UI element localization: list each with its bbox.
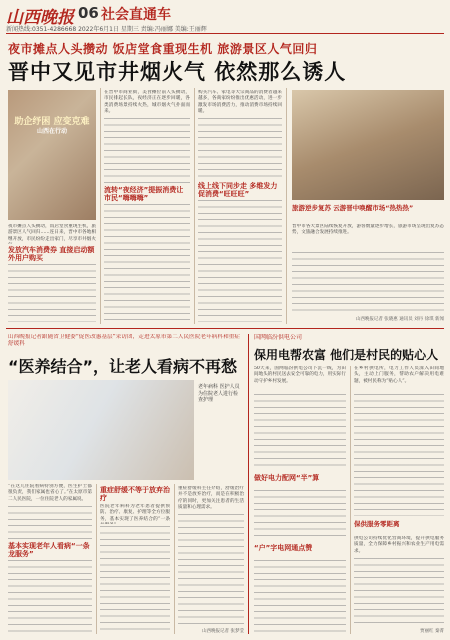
story3-col1-body-3 bbox=[254, 560, 346, 634]
section-title: 社会直通车 bbox=[101, 7, 171, 23]
story3-subhead-2: “户”字电网通点赞 bbox=[254, 544, 313, 552]
story3-side-head: 保供服务零距离 bbox=[354, 520, 400, 528]
story2-kicker: 山西晚报记者跟随省卫健委“促医改惠基层”采访团，走进太原市第二人民医院老年病科和重症舒缓科 bbox=[8, 334, 240, 347]
story1-side-head: 旅游逆步复苏 云游晋中唤醒市场“热热热” bbox=[292, 204, 414, 212]
column-divider bbox=[350, 366, 351, 634]
story1-col4-body bbox=[292, 252, 444, 314]
story1-subhead-2: 流转“夜经济”提振消费让市民“嗨嗨嗨” bbox=[104, 186, 184, 202]
story1-col2-lead: 在晋中市商业街，美食摊位前人头攒动，市民排起长队，夜经济正在逐步回暖，各类消费场景持续火热，城市烟火气扑面而来。 bbox=[104, 90, 190, 115]
masthead bbox=[0, 0, 450, 34]
story2-col2-lead: 医院老年病科为老年患者提供预防、治疗、康复、护理等全方位服务，基本实现了医养结合的“一条 bbox=[100, 504, 170, 522]
story3-col2-body bbox=[354, 394, 444, 516]
story-divider bbox=[248, 334, 249, 634]
story2-col3-body bbox=[178, 514, 244, 626]
story3-byline: 贾丽红 秦菁 bbox=[420, 629, 444, 634]
story1-col2-body-2 bbox=[104, 204, 190, 322]
column-divider bbox=[100, 88, 101, 324]
story1-photo-text: 助企纾困 应变克难 bbox=[14, 117, 90, 127]
story2-subhead-2: 重症舒缓不等于放弃治疗 bbox=[100, 486, 170, 502]
story1-byline: 山西晚报记者 张晓惠 通讯员 刘丹 徐琪 新闻 bbox=[355, 317, 444, 322]
story1-photo-2 bbox=[292, 90, 444, 200]
column-divider bbox=[286, 88, 287, 324]
story1-col4-lead: 晋中市各大景区陆续恢复开放，游客数量逐步增长，旅游市场呈现出复苏态势，文旅融合发展持续推进。 bbox=[292, 224, 444, 236]
story1-col1-lead: 夜市摊点人头攒动，饭店堂食重现生机，旅游景区人气回归……连日来，晋中市各地相继开放，市民纷纷走出家门，尽享市井烟火 bbox=[8, 224, 96, 242]
story1-col2-body bbox=[104, 118, 190, 184]
story3-col3-lead: 供电公司持续优化营商环境，提升供电服务质量，全力保障乡村振兴和农业生产用电需求。 bbox=[354, 536, 444, 554]
story1-col1-body bbox=[8, 264, 96, 322]
column-divider bbox=[194, 88, 195, 324]
story3-col2-body-2 bbox=[354, 558, 444, 626]
masthead-rule bbox=[6, 33, 444, 34]
column-divider bbox=[174, 484, 175, 634]
story2-col2-body bbox=[100, 526, 170, 634]
page-number: 06 bbox=[78, 4, 99, 22]
story3-col1-body-2 bbox=[254, 490, 346, 540]
newspaper-logo: 山西晚报 bbox=[6, 8, 74, 28]
story2-col1-body bbox=[8, 506, 92, 540]
story2-col1-body-2 bbox=[8, 560, 92, 634]
story1-subhead-1: 发放汽车消费券 直接启动额外用户购买 bbox=[8, 246, 95, 262]
story1-col3-body-2 bbox=[198, 200, 282, 322]
story1-photo bbox=[8, 90, 96, 220]
story2-photo bbox=[8, 380, 194, 480]
story1-col3-lead: 购买汽车、家电等大宗商品的消费者越来越多，各商家纷纷推出优惠活动，进一步激发市场消费活力，推动消费市场持续回暖。 bbox=[198, 90, 282, 115]
story2-photo-caption: 老年病科 医护人员为住院老人进行检查护理 bbox=[198, 384, 240, 403]
story3-headline: 保用电帮农富 他们是村民的贴心人 bbox=[254, 348, 439, 362]
story3-col2-lead: 在乡村供电所，电力工作人员深入田间地头，主动上门服务，帮助农户解决用电难题，被村民称为“贴心人”。 bbox=[354, 366, 444, 384]
story1-col3-body bbox=[198, 118, 282, 178]
story3-col1-lead: 50天来，国网临汾供电公司下沉一线，为田间地头的村民送去安全可靠的电力，用实际行动守护乡村发展。 bbox=[254, 366, 346, 384]
story3-col1-body bbox=[254, 394, 346, 470]
section-rule bbox=[6, 328, 444, 329]
column-divider bbox=[96, 484, 97, 634]
story2-col1-lead: “在这儿住院看病特别方便，医生护士都很负责，我们家属也省心了。”在太原市第二人民医院，一位住院老人的家属说。 bbox=[8, 484, 92, 502]
story2-subhead-1: 基本实现老年人看病“一条龙服务” bbox=[8, 542, 90, 558]
story3-subhead-1: 做好电力配网“半”算 bbox=[254, 474, 320, 482]
story1-kicker: 夜市摊点人头攒动 饭店堂食重现生机 旅游景区人气回归 bbox=[8, 42, 318, 56]
masthead-info: 新闻热线:0351-4286668 2022年6月1日 星期三 责编:冯丽娜 美编:王丽辉 bbox=[6, 26, 207, 33]
story2-col3-lead: 重症舒缓科主任介绍，舒缓治疗并不是放弃治疗，而是在积极治疗的同时，更加关注患者的生活质量和心理需求。 bbox=[178, 486, 244, 511]
story3-kicker: 国网临汾供电公司 bbox=[254, 334, 303, 341]
story1-photo-sub: 山西在行动 bbox=[36, 128, 67, 135]
story2-headline: “医养结合”，让老人看病不再愁 bbox=[8, 357, 238, 376]
story2-byline: 山西晚报记者 张梦莹 bbox=[202, 629, 244, 634]
story1-headline: 晋中又见市井烟火气 依然那么诱人 bbox=[8, 60, 347, 84]
story1-subhead-3: 线上线下同步走 多维发力促消费“旺旺旺” bbox=[198, 182, 278, 198]
